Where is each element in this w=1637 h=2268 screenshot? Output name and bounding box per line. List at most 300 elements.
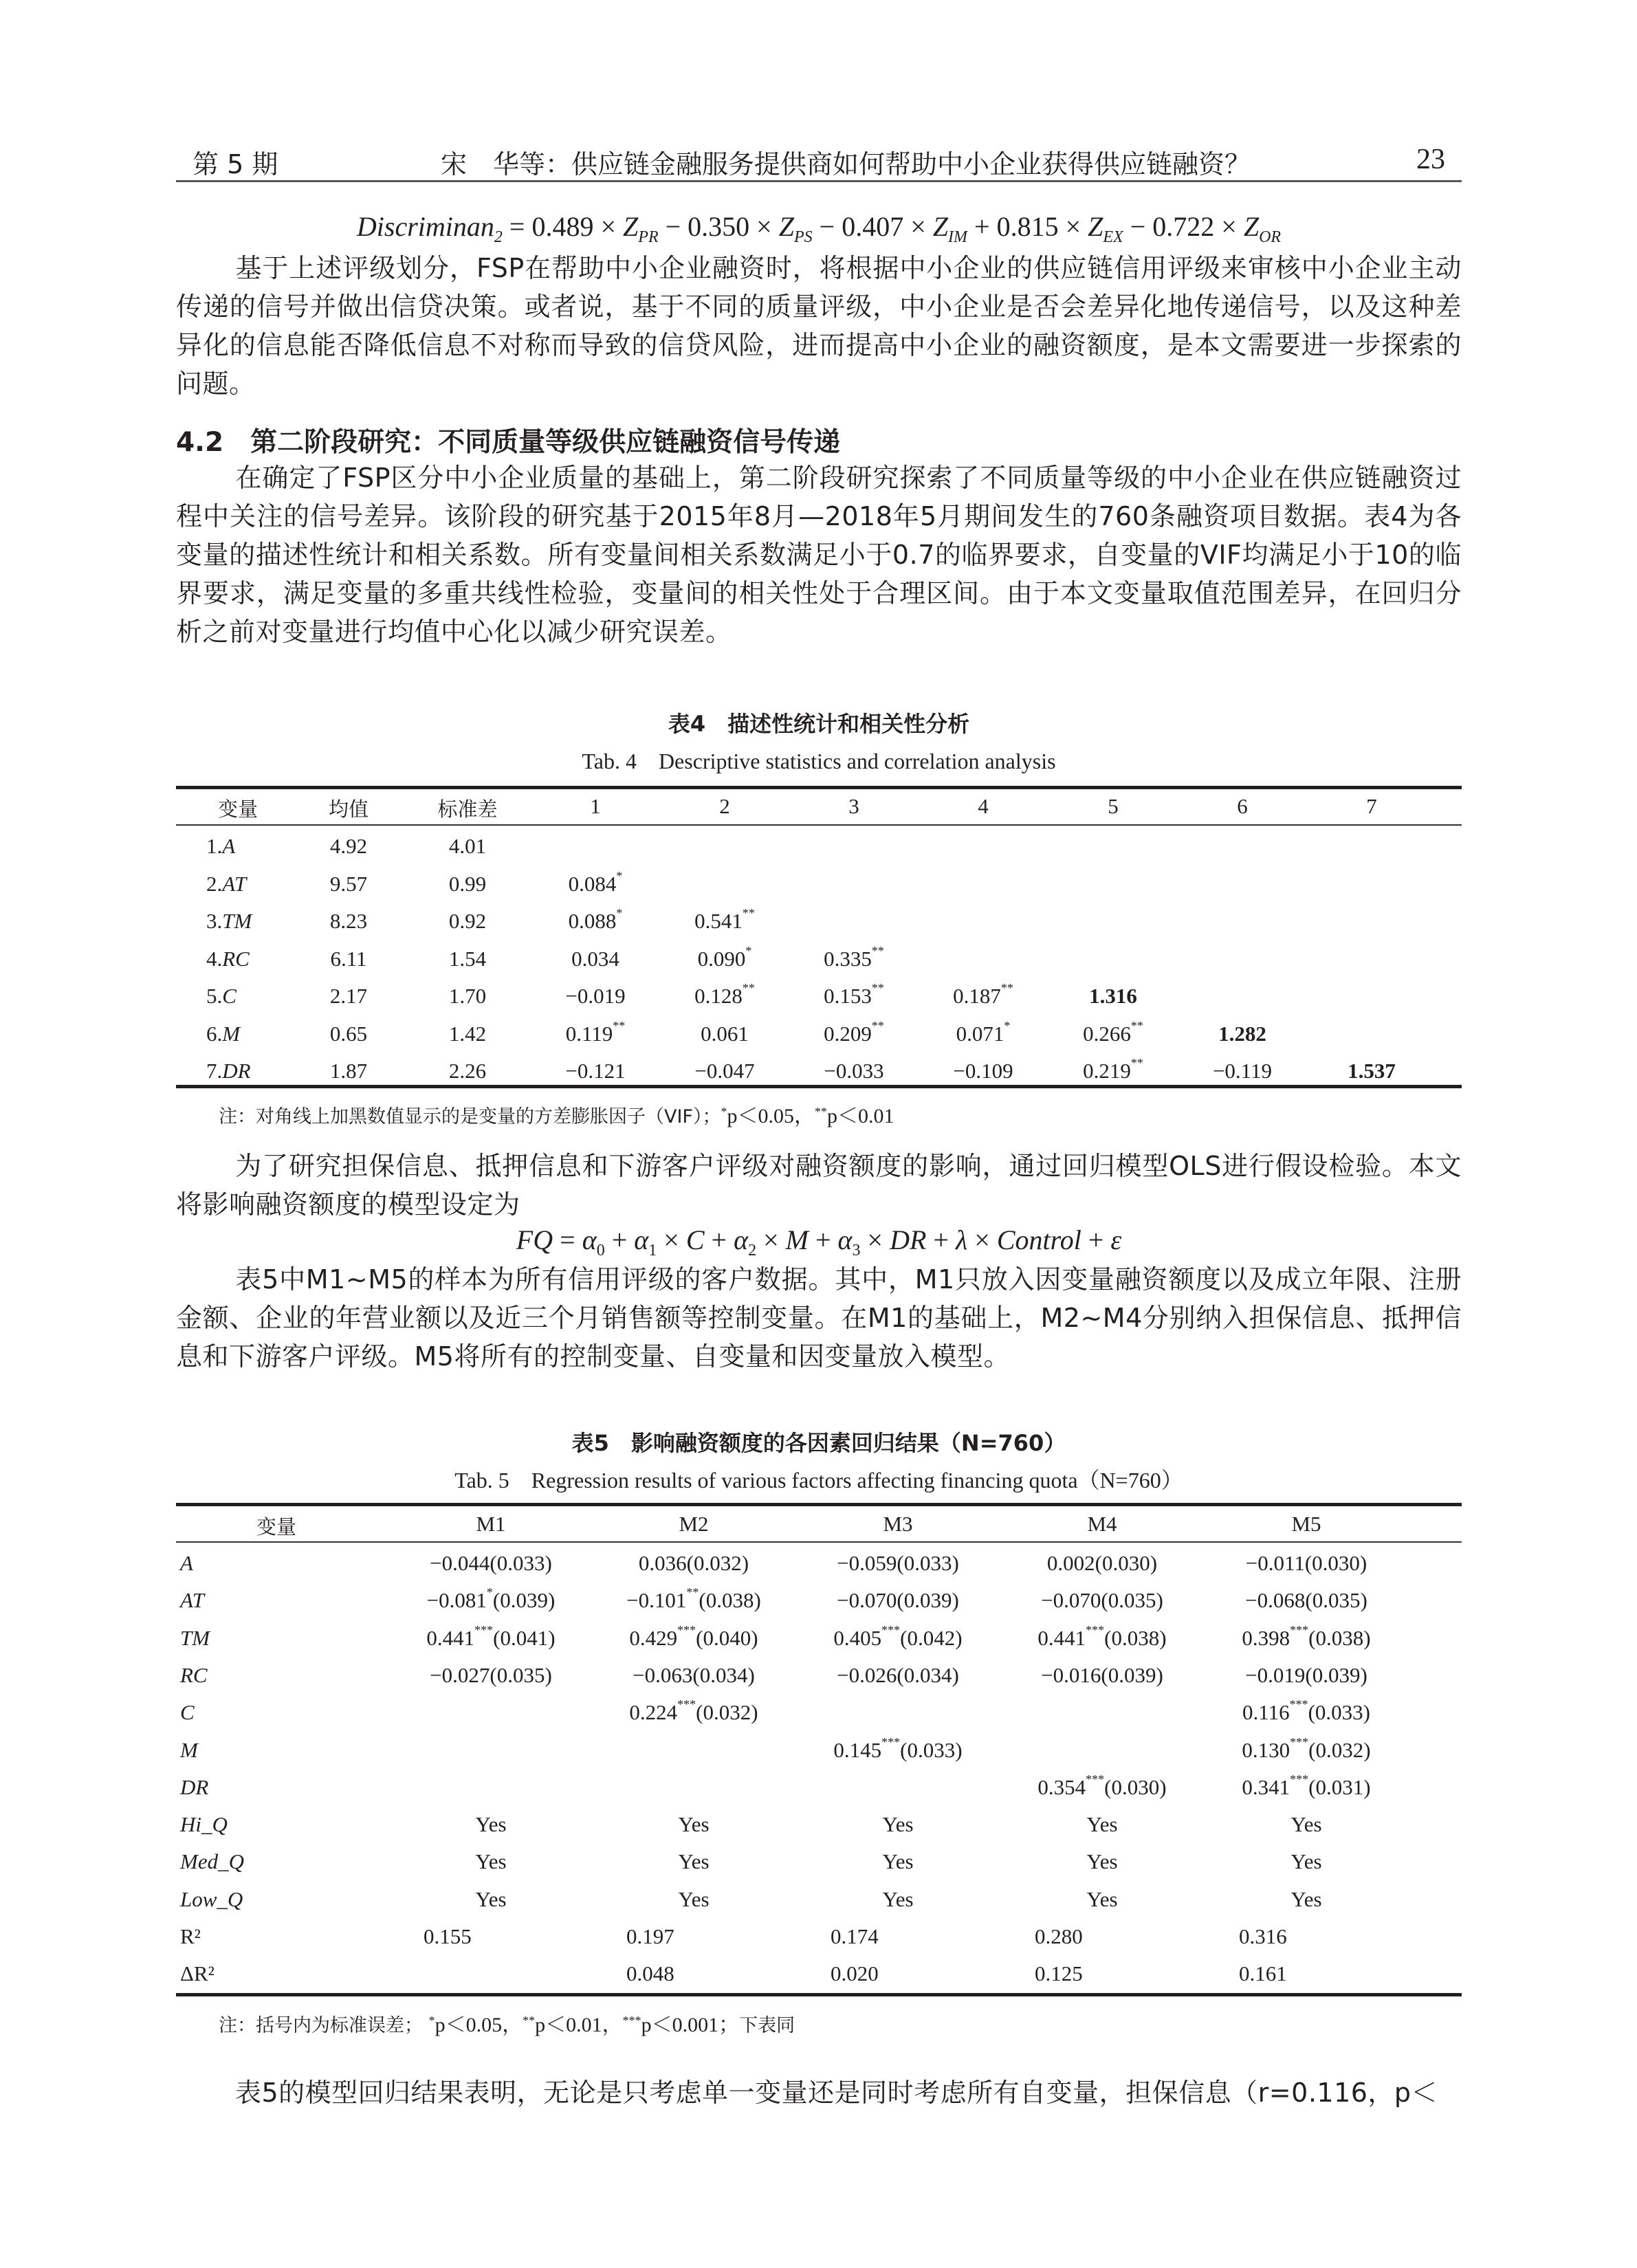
table4-header-rule — [176, 824, 1462, 826]
table5-coefficient: 0.316 — [1239, 1924, 1287, 1948]
table4-bottom-rule — [176, 1085, 1462, 1088]
table5-cell — [882, 1812, 913, 1837]
table4-header-cell: 标准差 — [437, 797, 498, 821]
table5-coefficient: −0.101 — [626, 1588, 687, 1613]
table4-corr-value: 0.084 — [568, 871, 617, 896]
table4-corr-value: 0.090 — [697, 946, 746, 971]
table5-std-error: (0.031) — [1308, 1774, 1371, 1799]
eq-times: × — [903, 211, 933, 242]
table4-corr-cell — [571, 947, 619, 971]
table4-corr-cell — [824, 1059, 883, 1083]
table4-header-cell: 均值 — [328, 797, 369, 821]
table5-coefficient: −0.044 — [430, 1551, 490, 1575]
table5-cell — [1239, 1961, 1287, 1986]
table5-std-error: (0.040) — [696, 1625, 758, 1650]
table5-cell — [430, 1663, 552, 1688]
paragraph-5-text: 表5的模型回归结果表明，无论是只考虑单一变量还是同时考虑所有自变量，担保信息（r=0.116，p＜ — [235, 2078, 1438, 2108]
fq-subscript: 2 — [748, 1242, 757, 1259]
table5-coefficient: −0.063 — [633, 1662, 693, 1687]
table4-corr-value: 0.541 — [694, 909, 743, 933]
table5-coefficient: −0.011 — [1245, 1551, 1305, 1575]
table4-significance: ** — [871, 943, 884, 958]
table5-std-error: (0.039) — [1305, 1662, 1367, 1687]
table4-corr-cell — [1218, 1022, 1266, 1046]
table5-note-tail: 下表同 — [739, 2015, 795, 2036]
eq-operator: = — [502, 211, 532, 242]
table4-corr-cell — [1083, 1056, 1143, 1083]
table5-cell — [678, 1849, 709, 1874]
table5-coefficient: −0.070 — [837, 1588, 897, 1613]
table4-row-number: 3. — [206, 909, 223, 933]
table5-header-cell: M1 — [476, 1512, 506, 1536]
table5-std-error: (0.030) — [1104, 1774, 1167, 1799]
table5-row-label: Hi_Q — [180, 1812, 228, 1837]
table5-cell — [1041, 1663, 1163, 1688]
table5-cell — [1086, 1887, 1117, 1912]
table5-coefficient: −0.019 — [1245, 1662, 1306, 1687]
table4-header-cell: 2 — [719, 794, 730, 818]
table5-cell — [678, 1812, 709, 1837]
table5-coefficient: −0.068 — [1245, 1588, 1306, 1613]
table5-cell — [426, 1622, 556, 1651]
table5-significance: *** — [1289, 1697, 1308, 1712]
table5-cell — [475, 1812, 506, 1837]
fq-symbol: λ — [955, 1224, 968, 1255]
table5-coefficient: Yes — [475, 1849, 507, 1874]
table4-corr-cell — [694, 981, 755, 1009]
paragraph-1-text: 基于上述评级划分，FSP在帮助中小企业融资时，将根据中小企业的供应链信用评级来审核中小企业主动传递的信号并做出信贷决策。或者说，基于不同的质量评级，中小企业是否会差异化地传递信号，以及这种差异化的信息能否降低信息不对称而导致的信贷风险，进而提高中小企业的融资额度，是本文需要进一步探索的问题。 — [176, 253, 1462, 399]
fq-equation — [176, 1224, 1462, 1260]
table5-note-threshold: p＜0.01， — [535, 2014, 623, 2036]
eq-z-sub: PR — [638, 228, 659, 246]
eq-coefficient: 0.350 — [688, 211, 750, 242]
table5-cell — [626, 1924, 674, 1949]
table4-corr-cell — [1348, 1059, 1396, 1083]
eq-times: × — [593, 211, 624, 242]
table4-corr-cell — [824, 1018, 884, 1046]
running-head — [176, 143, 1462, 177]
table5-row-label: R² — [180, 1924, 201, 1948]
table4-row-variable: C — [222, 984, 237, 1008]
table5-note-star: * — [428, 2014, 435, 2027]
fq-symbol: DR — [890, 1224, 927, 1255]
table4-corr-value: −0.109 — [953, 1059, 1013, 1083]
eq-z-sub: IM — [948, 228, 968, 246]
table4-header-cell: 1 — [590, 794, 601, 818]
eq-z: Z — [623, 211, 639, 242]
table5-significance: * — [486, 1585, 493, 1600]
fq-subscript: 0 — [596, 1242, 605, 1259]
table5-cell — [831, 1924, 879, 1949]
table5-cell — [1047, 1551, 1157, 1576]
table5-cell — [1037, 1622, 1167, 1651]
table4-significance: * — [616, 906, 623, 920]
fq-operator: + — [1081, 1224, 1111, 1255]
table5-coefficient: Yes — [678, 1849, 710, 1874]
eq-operator: − — [1123, 211, 1153, 242]
table4-corr-cell — [953, 1059, 1013, 1083]
table4-row-label — [206, 872, 246, 896]
table5-cell — [882, 1887, 913, 1912]
table5-cell — [629, 1697, 758, 1725]
table4-significance: * — [745, 943, 752, 958]
table4-corr-cell — [565, 1059, 625, 1083]
fq-subscript: 1 — [648, 1242, 657, 1259]
fq-operator: × — [657, 1224, 686, 1255]
eq-z: Z — [778, 211, 794, 242]
table5-coefficient: Yes — [1086, 1849, 1118, 1874]
eq-coefficient: 0.489 — [531, 211, 594, 242]
table4-row-label — [206, 1022, 240, 1046]
table5-cell — [1037, 1772, 1167, 1800]
table5-coefficient: 0.398 — [1242, 1625, 1290, 1650]
table5-note-text: 注：括号内为标准误差； — [219, 2015, 423, 2036]
table4-corr-cell — [568, 906, 623, 934]
table4-row-number: 5. — [206, 984, 223, 1008]
table4-corr-value: −0.119 — [1212, 1059, 1273, 1083]
table4-corr-value: 0.088 — [568, 909, 617, 933]
table4-caption-zh: 表4 描述性统计和相关性分析 — [668, 711, 970, 737]
table4-row-label — [206, 1059, 251, 1083]
table4-header-cell: 7 — [1366, 794, 1377, 818]
fq-operator: + — [704, 1224, 734, 1255]
eq-times: × — [749, 211, 779, 242]
paragraph-1 — [176, 249, 1462, 403]
table4-corr-value: 0.209 — [824, 1021, 872, 1046]
table4-corr-cell — [565, 1018, 626, 1046]
eq-z-sub: PS — [793, 228, 813, 246]
table5-note — [219, 2007, 795, 2038]
table5-top-rule — [176, 1503, 1462, 1506]
table5-coefficient: Yes — [1086, 1886, 1118, 1911]
table5-cell — [1035, 1961, 1083, 1986]
table5-coefficient: −0.081 — [426, 1588, 487, 1613]
table5-cell — [626, 1585, 761, 1613]
table5-cell — [426, 1585, 556, 1613]
table4-corr-value: −0.019 — [565, 984, 626, 1008]
table5-cell — [1242, 1622, 1371, 1651]
table4-significance: ** — [742, 981, 755, 995]
table5-coefficient: 0.174 — [831, 1924, 879, 1948]
table4-caption-en: Tab. 4 Descriptive statistics and correlation analysis — [582, 749, 1056, 773]
eq-z-sub: OR — [1259, 228, 1282, 246]
table4-corr-value: 0.266 — [1083, 1021, 1131, 1046]
table4-row-variable: AT — [222, 871, 247, 896]
table4-header-cell: 5 — [1108, 794, 1119, 818]
fq-operator: + — [808, 1224, 838, 1255]
table5-std-error: (0.035) — [490, 1662, 552, 1687]
table4-mean-cell: 0.65 — [329, 1021, 368, 1046]
table5-cell — [430, 1551, 552, 1576]
table4-sd-cell: 1.42 — [448, 1021, 487, 1046]
table5-cell — [1242, 1735, 1371, 1763]
eq-times: × — [1214, 211, 1244, 242]
table5-coefficient: 0.405 — [833, 1625, 882, 1650]
table5-significance: *** — [677, 1697, 696, 1712]
table5-cell — [1242, 1697, 1371, 1725]
table4-corr-cell — [694, 1059, 754, 1083]
table5-std-error: (0.039) — [492, 1588, 556, 1613]
table4-significance: * — [616, 868, 623, 883]
table5-std-error: (0.034) — [692, 1662, 755, 1687]
table5-coefficient: 0.145 — [833, 1737, 882, 1762]
table4-corr-value: 0.153 — [824, 984, 872, 1008]
table5-std-error: (0.033) — [1308, 1700, 1371, 1725]
fq-operator: = — [553, 1224, 582, 1255]
table5-std-error: (0.042) — [900, 1625, 963, 1650]
table4-corr-cell — [694, 906, 755, 934]
eq-coefficient: 0.722 — [1152, 211, 1215, 242]
paragraph-2-text: 在确定了FSP区分中小企业质量的基础上，第二阶段研究探索了不同质量等级的中小企业在供应链融资过程中关注的信号差异。该阶段的研究基于2015年8月—2018年5月期间发生的760条融资项目数据。表4为各变量的描述性统计和相关系数。所有变量间相关系数满足小于0.7的临界要求，自变量的VIF均满足小于10的临界要求，满足变量的多重共线性检验，变量间的相关性处于合理区间。由于本文变量取值范围差异，在回归分析之前对变量进行均值中心化以减少研究误差。 — [176, 463, 1462, 647]
table5-coefficient: Yes — [882, 1849, 914, 1874]
table4-header-cell: 变量 — [217, 797, 259, 821]
page-number: 23 — [1416, 144, 1445, 175]
eq-coefficient: 0.407 — [842, 211, 904, 242]
table4-mean-cell: 8.23 — [329, 909, 368, 933]
table4-row-number: 2. — [206, 871, 223, 896]
table4-corr-value: −0.033 — [824, 1059, 884, 1083]
table5-coefficient: 0.341 — [1242, 1774, 1290, 1799]
table5-coefficient: Yes — [1290, 1886, 1322, 1911]
table5-row-label: M — [180, 1737, 198, 1762]
table4-row-number: 6. — [206, 1021, 223, 1046]
table4-corr-cell — [953, 981, 1013, 1009]
table5-significance: ** — [686, 1585, 699, 1600]
table4-significance: ** — [871, 981, 884, 995]
table4-note-star2: ** — [814, 1105, 827, 1119]
table4-corr-value: 1.282 — [1218, 1021, 1266, 1046]
issue-label: 第 5 期 — [193, 149, 278, 179]
table4-note-star1: * — [721, 1105, 727, 1119]
fq-symbol: C — [685, 1224, 705, 1255]
table4-corr-value: 0.219 — [1083, 1059, 1131, 1083]
table5-significance: *** — [1086, 1772, 1105, 1786]
table5-caption-en: Tab. 5 Regression results of various factors affecting financing quota（N=760） — [454, 1468, 1183, 1493]
paragraph-3 — [176, 1147, 1462, 1224]
table5-cell — [424, 1924, 472, 1949]
table4-sd-cell: 1.54 — [448, 946, 487, 971]
eq-lhs: Discriminan — [356, 211, 494, 242]
table4-row-label — [206, 947, 250, 971]
table4-mean-cell: 4.92 — [329, 834, 368, 858]
table5-caption-zh: 表5 影响融资额度的各因素回归结果（N=760） — [571, 1430, 1066, 1456]
table5-significance: *** — [1290, 1735, 1309, 1749]
table4-corr-value: 0.128 — [694, 984, 743, 1008]
table4-significance: ** — [613, 1018, 626, 1033]
table5-std-error: (0.032) — [686, 1551, 749, 1575]
table5-cell — [639, 1551, 749, 1576]
table4-header-cell: 6 — [1237, 794, 1248, 818]
fq-symbol: α — [634, 1224, 649, 1255]
table5-std-error: (0.034) — [897, 1662, 959, 1687]
table5-header-rule — [176, 1541, 1462, 1543]
fq-operator: + — [926, 1224, 956, 1255]
table5-coefficient: Yes — [475, 1812, 507, 1837]
table5-header-cell: M4 — [1087, 1512, 1117, 1536]
eq-coefficient: 0.815 — [996, 211, 1059, 242]
header-rule — [176, 180, 1462, 182]
table4-row-variable: RC — [222, 946, 250, 971]
fq-symbol: ε — [1110, 1224, 1122, 1255]
table4-mean-cell: 9.57 — [329, 871, 368, 896]
table4-sd-cell: 1.70 — [448, 984, 487, 1008]
table5-cell — [837, 1551, 959, 1576]
table4-corr-value: 0.071 — [956, 1021, 1004, 1046]
table4-note-p2: p＜0.01 — [826, 1105, 894, 1127]
table5-significance: *** — [1290, 1622, 1309, 1637]
table5-note-threshold: p＜0.05， — [435, 2014, 523, 2036]
table4-corr-cell — [565, 984, 625, 1009]
table5-cell — [1290, 1849, 1321, 1874]
table5-header-cell: M3 — [883, 1512, 913, 1536]
table5-coefficient: Yes — [1290, 1812, 1322, 1837]
table5-coefficient: 0.002 — [1046, 1551, 1095, 1575]
table5-cell — [1239, 1924, 1287, 1949]
fq-operator: × — [860, 1224, 890, 1255]
table5-cell — [1035, 1924, 1083, 1949]
table4-row-label — [206, 984, 237, 1009]
table4-corr-cell — [1083, 1018, 1143, 1046]
table5-header-cell: M2 — [679, 1512, 709, 1536]
table4-header-cell: 4 — [978, 794, 989, 818]
table4-corr-cell — [1089, 984, 1137, 1009]
table5-note-star: *** — [622, 2014, 641, 2027]
table5-cell — [837, 1663, 959, 1688]
fq-symbol: FQ — [516, 1224, 553, 1255]
table4-corr-value: −0.121 — [565, 1059, 626, 1083]
table4-corr-cell — [701, 1022, 749, 1046]
eq-operator: − — [658, 211, 688, 242]
table5-cell — [1290, 1887, 1321, 1912]
table4-note-p1: p＜0.05， — [727, 1105, 815, 1127]
table4-sd-cell: 2.26 — [448, 1059, 487, 1083]
table4-significance: * — [1004, 1018, 1011, 1033]
table5-bottom-rule — [176, 1993, 1462, 1996]
table4-corr-value: 0.034 — [571, 946, 619, 971]
table4-mean-cell: 6.11 — [330, 946, 367, 971]
fq-operator: × — [756, 1224, 786, 1255]
table5-coefficient: 0.155 — [424, 1924, 472, 1948]
table4-top-rule — [176, 786, 1462, 789]
fq-operator: + — [604, 1224, 635, 1255]
table4-row-label — [206, 834, 235, 859]
table5-cell — [1086, 1849, 1117, 1874]
table5-std-error: (0.033) — [490, 1551, 552, 1575]
table5-std-error: (0.033) — [900, 1737, 963, 1762]
table5-significance: *** — [1290, 1772, 1309, 1786]
fq-subscript: 3 — [852, 1242, 861, 1259]
table4-row-variable: M — [222, 1021, 241, 1046]
table5-note-threshold: p＜0.001； — [641, 2014, 740, 2036]
table4-corr-cell — [697, 943, 752, 971]
table5-cell — [475, 1887, 506, 1912]
table5-std-error: (0.030) — [1095, 1551, 1158, 1575]
table5-std-error: (0.041) — [493, 1625, 556, 1650]
table5-coefficient: −0.027 — [430, 1662, 490, 1687]
table5-cell — [1246, 1551, 1367, 1576]
table5-coefficient: Yes — [678, 1812, 710, 1837]
table5-std-error: (0.035) — [1101, 1588, 1163, 1613]
table5-row-label: C — [180, 1700, 195, 1725]
table4-corr-value: 0.061 — [701, 1021, 749, 1046]
table5-cell — [1245, 1663, 1367, 1688]
table4-significance: ** — [1000, 981, 1013, 995]
table4-row-number: 7. — [206, 1059, 223, 1083]
table4-corr-value: 1.316 — [1089, 984, 1137, 1008]
table5-coefficient: 0.125 — [1035, 1961, 1083, 1986]
eq-times: × — [1058, 211, 1088, 242]
table5-std-error: (0.035) — [1305, 1588, 1367, 1613]
table5-cell — [831, 1961, 879, 1986]
table4-row-number: 1. — [206, 834, 223, 858]
table5-std-error: (0.038) — [1104, 1625, 1167, 1650]
paragraph-3-text: 为了研究担保信息、抵押信息和下游客户评级对融资额度的影响，通过回归模型OLS进行假设检验。本文将影响融资额度的模型设定为 — [176, 1151, 1462, 1220]
eq-z: Z — [1088, 211, 1103, 242]
table5-std-error: (0.032) — [1308, 1737, 1371, 1762]
table5-coefficient: 0.048 — [626, 1961, 674, 1986]
table4-note-text: 注：对角线上加黑数值显示的是变量的方差膨胀因子（VIF）； — [219, 1106, 721, 1127]
table5-note-star: ** — [523, 2014, 536, 2027]
table4-significance: ** — [1130, 1056, 1143, 1070]
paragraph-4 — [176, 1260, 1462, 1376]
table5-coefficient: 0.354 — [1037, 1774, 1086, 1799]
table5-significance: *** — [474, 1622, 494, 1637]
table5-cell — [475, 1849, 506, 1874]
table5-header-cell: M5 — [1291, 1512, 1321, 1536]
table5-coefficient: Yes — [1086, 1812, 1118, 1837]
table4-mean-cell: 2.17 — [329, 984, 368, 1008]
table4-corr-cell — [824, 981, 884, 1009]
table5-coefficient: 0.441 — [1037, 1625, 1086, 1650]
table5-coefficient: −0.026 — [837, 1662, 897, 1687]
table4-sd-cell: 0.92 — [448, 909, 487, 933]
table5-cell — [1086, 1812, 1117, 1837]
table5-std-error: (0.038) — [699, 1588, 761, 1613]
fq-symbol: Control — [996, 1224, 1081, 1255]
table5-row-label: DR — [180, 1774, 209, 1799]
eq-lhs-sub: 2 — [494, 228, 503, 246]
eq-operator: − — [812, 211, 842, 242]
table5-coefficient: 0.441 — [426, 1625, 475, 1650]
table5-cell — [633, 1663, 755, 1688]
table5-cell — [833, 1735, 963, 1763]
table4-row-variable: A — [222, 834, 236, 858]
table4-corr-value: −0.047 — [694, 1059, 755, 1083]
fq-symbol: α — [582, 1224, 597, 1255]
table4-sd-cell: 0.99 — [448, 871, 487, 896]
table5-coefficient: 0.224 — [629, 1700, 678, 1725]
section-heading-4-2: 4.2 第二阶段研究：不同质量等级供应链融资信号传递 — [176, 427, 841, 458]
table5-row-label: Med_Q — [180, 1849, 244, 1874]
table5-row-label: ΔR² — [180, 1961, 215, 1986]
table4-corr-cell — [956, 1018, 1011, 1046]
table4-corr-value: 1.537 — [1348, 1059, 1396, 1083]
table5-significance: *** — [1086, 1622, 1105, 1637]
table5-coefficient: Yes — [1290, 1849, 1322, 1874]
table4-significance: ** — [871, 1018, 884, 1033]
table5-cell — [678, 1887, 709, 1912]
table4-corr-value: 0.335 — [824, 946, 872, 971]
table5-std-error: (0.038) — [1308, 1625, 1371, 1650]
table5-significance: *** — [677, 1622, 696, 1637]
table5-std-error: (0.032) — [696, 1700, 758, 1725]
table5-coefficient: 0.429 — [629, 1625, 678, 1650]
table4-corr-value: 0.187 — [953, 984, 1001, 1008]
table5-header-cell: 变量 — [256, 1515, 297, 1539]
table5-std-error: (0.039) — [897, 1588, 959, 1613]
fq-symbol: α — [734, 1224, 749, 1255]
table5-coefficient: −0.070 — [1041, 1588, 1101, 1613]
